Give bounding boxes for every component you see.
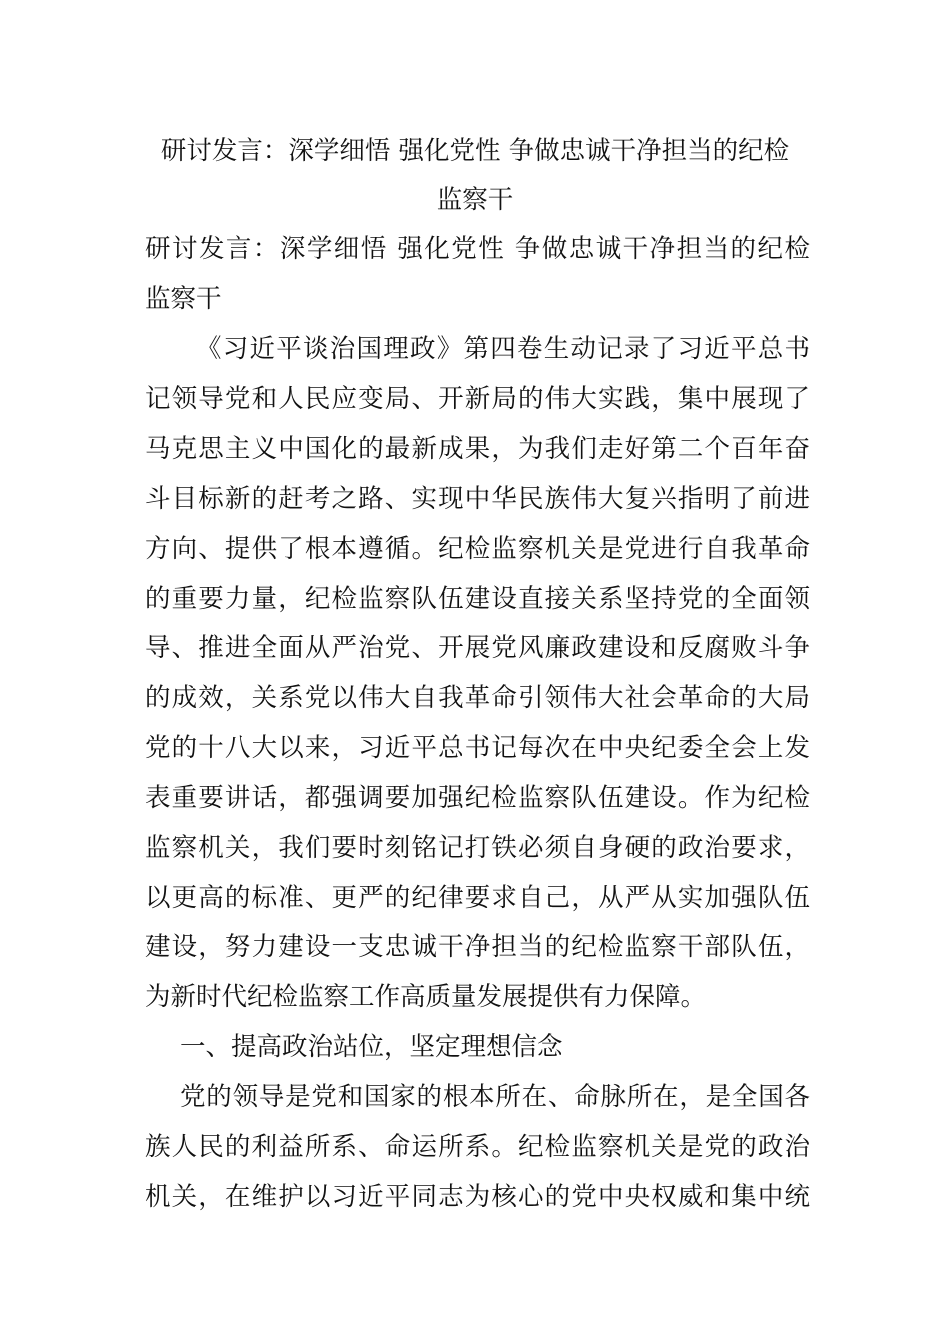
paragraph-1-line: 的成效，关系党以伟大自我革命引领伟大社会革命的大局 xyxy=(145,683,810,713)
paragraph-2-line: 党的领导是党和国家的根本所在、命脉所在，是全国各 xyxy=(180,1082,810,1112)
paragraph-1-line: 导、推进全面从严治党、开展党风廉政建设和反腐败斗争 xyxy=(145,633,810,663)
paragraph-2-line: 机关，在维护以习近平同志为核心的党中央权威和集中统 xyxy=(145,1182,810,1212)
paragraph-2-line: 族人民的利益所系、命运所系。纪检监察机关是党的政治 xyxy=(145,1132,810,1162)
paragraph-1-line: 马克思主义中国化的最新成果，为我们走好第二个百年奋 xyxy=(145,434,810,464)
paragraph-1-line: 《习近平谈治国理政》第四卷生动记录了习近平总书 xyxy=(196,334,810,364)
document-subtitle-line-1: 研讨发言：深学细悟 强化党性 争做忠诚干净担当的纪检 xyxy=(145,234,810,264)
paragraph-1-line: 监察机关，我们要时刻铭记打铁必须自身硬的政治要求， xyxy=(145,833,810,863)
document-title-line-1: 研讨发言：深学细悟 强化党性 争做忠诚干净担当的纪检 xyxy=(160,136,790,166)
paragraph-1-line: 方向、提供了根本遵循。纪检监察机关是党进行自我革命 xyxy=(145,534,810,564)
section-heading-1: 一、提高政治站位，坚定理想信念 xyxy=(180,1032,563,1062)
paragraph-1-line: 记领导党和人民应变局、开新局的伟大实践，集中展现了 xyxy=(145,384,810,414)
paragraph-1-line: 党的十八大以来，习近平总书记每次在中央纪委全会上发 xyxy=(145,733,810,763)
paragraph-1-line: 为新时代纪检监察工作高质量发展提供有力保障。 xyxy=(145,982,707,1012)
document-subtitle-line-2: 监察干 xyxy=(145,284,222,314)
paragraph-1-line: 表重要讲话，都强调要加强纪检监察队伍建设。作为纪检 xyxy=(145,783,810,813)
paragraph-1-line: 以更高的标准、更严的纪律要求自己，从严从实加强队伍 xyxy=(145,883,810,913)
paragraph-1-line: 建设，努力建设一支忠诚干净担当的纪检监察干部队伍， xyxy=(145,932,810,962)
document-title-line-2: 监察干 xyxy=(436,185,514,215)
paragraph-1-line: 斗目标新的赶考之路、实现中华民族伟大复兴指明了前进 xyxy=(145,484,810,514)
paragraph-1-line: 的重要力量，纪检监察队伍建设直接关系坚持党的全面领 xyxy=(145,584,810,614)
